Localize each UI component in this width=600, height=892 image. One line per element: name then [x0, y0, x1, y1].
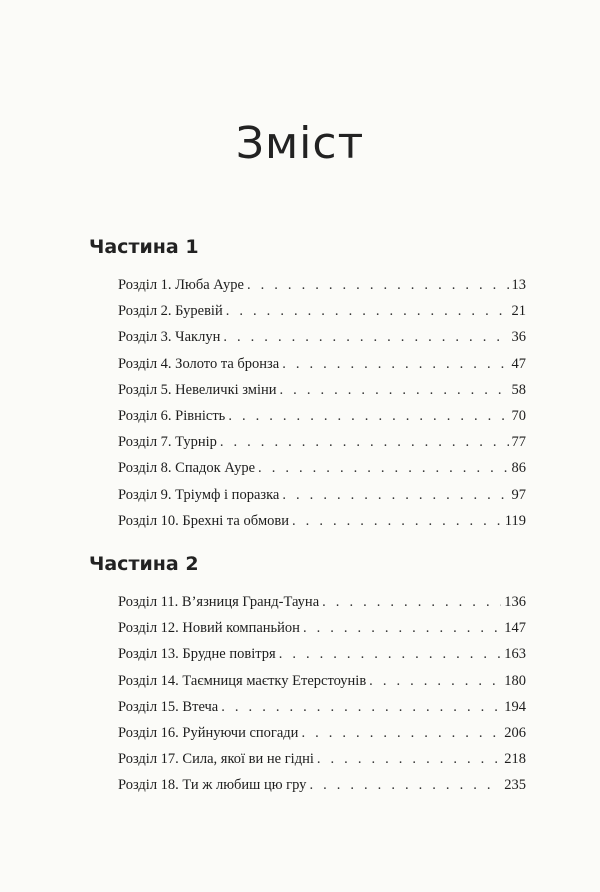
- chapter-title: Розділ 7. Турнір: [118, 434, 217, 451]
- page-number: 70: [511, 407, 526, 424]
- chapter-title: Розділ 18. Ти ж любиш цю гру: [118, 777, 307, 794]
- toc-entry[interactable]: [118, 276, 526, 302]
- dot-leader: [317, 750, 501, 768]
- toc-entry[interactable]: [118, 645, 526, 671]
- chapter-title: Розділ 14. Таємниця маєтку Етерстоунів: [118, 672, 367, 689]
- dot-leader: [309, 776, 501, 794]
- page-number: 180: [504, 672, 526, 689]
- toc-entry[interactable]: [118, 724, 526, 750]
- dot-leader: [226, 302, 509, 320]
- chapter-title: Розділ 12. Новий компаньйон: [118, 620, 300, 637]
- toc-entry[interactable]: [118, 328, 526, 354]
- dot-leader: [280, 381, 509, 399]
- dot-leader: [258, 459, 508, 477]
- page-number: 163: [504, 646, 526, 663]
- page-number: 147: [504, 620, 526, 637]
- page-title: Зміст: [235, 118, 365, 169]
- toc-entry[interactable]: [118, 355, 526, 381]
- dot-leader: [220, 433, 509, 451]
- chapter-title: Розділ 3. Чаклун: [118, 329, 221, 346]
- chapter-title: Розділ 10. Брехні та обмови: [118, 512, 290, 529]
- dot-leader: [247, 276, 509, 294]
- toc-entry[interactable]: [118, 593, 526, 619]
- chapter-list: [118, 593, 526, 803]
- page-number: 21: [511, 303, 526, 320]
- page-number: 77: [511, 434, 526, 451]
- page-number: 194: [504, 698, 526, 715]
- page-number: 13: [511, 277, 526, 293]
- page-number: 136: [504, 594, 526, 610]
- chapter-title: Розділ 4. Золото та бронза: [118, 355, 280, 372]
- page-number: 47: [511, 355, 526, 372]
- dot-leader: [279, 645, 502, 663]
- toc-entry[interactable]: [118, 407, 526, 433]
- toc-entry[interactable]: [118, 512, 526, 538]
- page-number: 218: [504, 751, 526, 768]
- dot-leader: [282, 355, 508, 373]
- part-title: Частина 2: [89, 553, 199, 575]
- page-number: 58: [511, 381, 526, 398]
- dot-leader: [282, 486, 508, 504]
- dot-leader: [369, 672, 501, 690]
- page-number: 235: [504, 777, 526, 794]
- chapter-title: Розділ 16. Руйнуючи спогади: [118, 724, 299, 741]
- toc-entry[interactable]: [118, 459, 526, 485]
- chapter-title: Розділ 17. Сила, якої ви не гідні: [118, 751, 314, 768]
- toc-entry[interactable]: [118, 433, 526, 459]
- dot-leader: [303, 619, 501, 637]
- toc-entry[interactable]: [118, 776, 526, 802]
- chapter-title: Розділ 8. Спадок Ауре: [118, 460, 256, 477]
- dot-leader: [322, 593, 501, 611]
- chapter-list: [118, 276, 526, 538]
- part-title: Частина 1: [89, 236, 199, 258]
- page-number: 86: [511, 460, 526, 477]
- chapter-title: Розділ 5. Невеличкі зміни: [118, 381, 277, 398]
- toc-entry[interactable]: [118, 302, 526, 328]
- page-number: 206: [504, 724, 526, 741]
- dot-leader: [301, 724, 501, 742]
- toc-entry[interactable]: [118, 698, 526, 724]
- toc-entry[interactable]: [118, 619, 526, 645]
- page-number: 97: [511, 486, 526, 503]
- chapter-title: Розділ 6. Рівність: [118, 407, 226, 424]
- chapter-title: Розділ 13. Брудне повітря: [118, 646, 276, 663]
- chapter-title: Розділ 15. Втеча: [118, 698, 219, 715]
- chapter-title: Розділ 1. Люба Ауре: [118, 277, 244, 293]
- dot-leader: [228, 407, 508, 425]
- chapter-title: Розділ 11. В’язниця Гранд-Тауна: [118, 594, 320, 610]
- page-number: 36: [511, 329, 526, 346]
- toc-entry[interactable]: [118, 672, 526, 698]
- dot-leader: [223, 328, 508, 346]
- page-number: 119: [504, 512, 526, 529]
- toc-entry[interactable]: [118, 750, 526, 776]
- toc-entry[interactable]: [118, 486, 526, 512]
- chapter-title: Розділ 9. Тріумф і поразка: [118, 486, 280, 503]
- toc-entry[interactable]: [118, 381, 526, 407]
- dot-leader: [292, 512, 502, 530]
- chapter-title: Розділ 2. Буревій: [118, 303, 223, 320]
- dot-leader: [221, 698, 501, 716]
